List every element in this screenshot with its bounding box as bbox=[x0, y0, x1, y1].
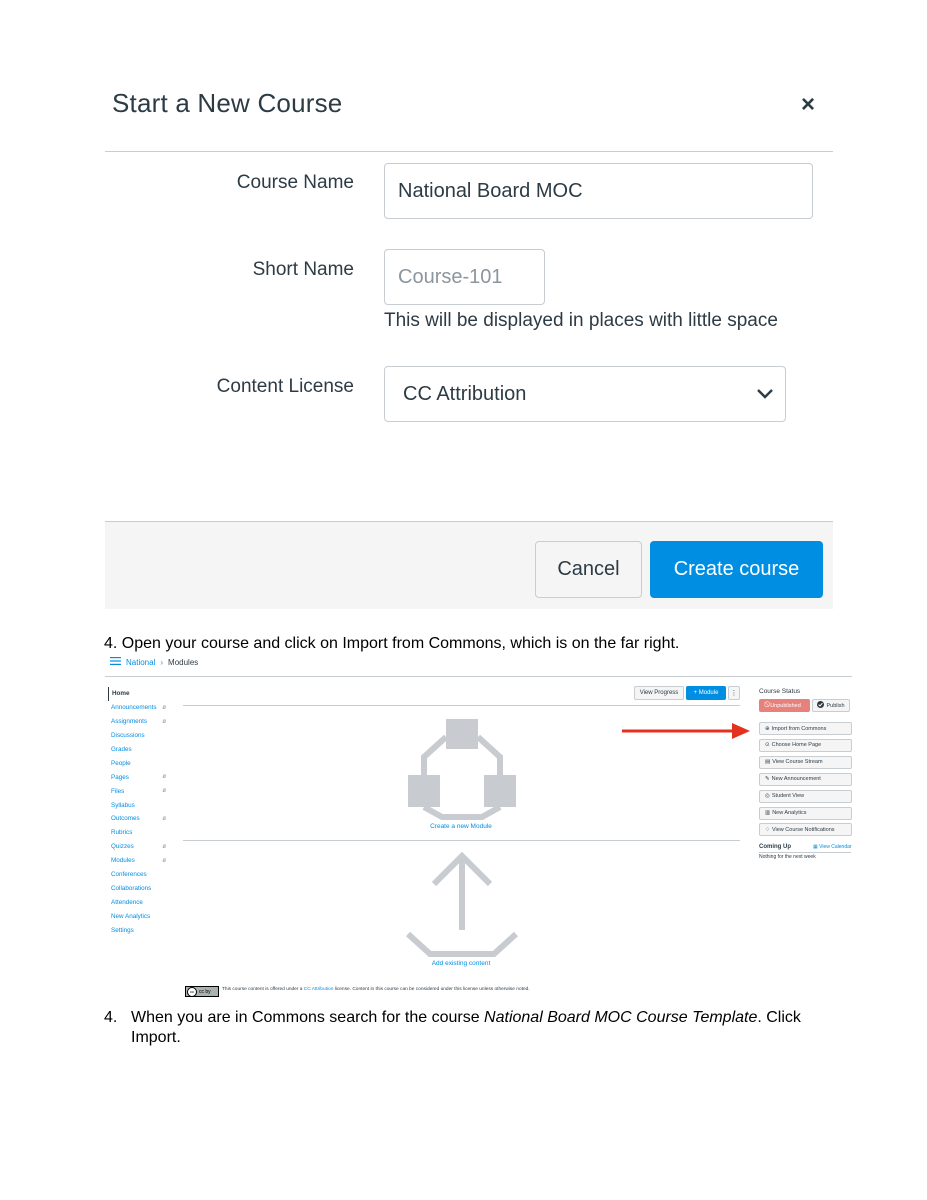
sidebar-button-label: Student View bbox=[771, 793, 805, 800]
nav-item-label: Quizzes bbox=[111, 843, 134, 851]
modules-divider bbox=[183, 705, 740, 706]
nav-item-label: New Analytics bbox=[111, 912, 151, 920]
calendar-icon: ▦ bbox=[813, 844, 818, 850]
cc-license-badge bbox=[185, 986, 219, 997]
unpublished-button[interactable] bbox=[759, 699, 810, 712]
coming-up-divider bbox=[759, 852, 851, 853]
nav-item[interactable] bbox=[108, 784, 170, 798]
course-name-input[interactable]: National Board MOC bbox=[384, 163, 813, 219]
course-nav bbox=[108, 687, 170, 937]
nav-item-label: Outcomes bbox=[111, 815, 140, 823]
hidden-eye-icon: ø bbox=[162, 857, 166, 864]
red-arrow-icon bbox=[620, 722, 752, 740]
nav-item[interactable] bbox=[108, 798, 170, 812]
view-calendar-link[interactable]: ▦ View Calendar bbox=[813, 844, 852, 850]
view-progress-button[interactable]: View Progress bbox=[634, 686, 684, 700]
nav-item[interactable] bbox=[108, 895, 170, 909]
content-license-label: Content License bbox=[216, 376, 354, 397]
unpublished-label: Unpublished bbox=[770, 702, 801, 709]
cc-badge-text: cc by bbox=[199, 988, 211, 995]
sidebar-button-icon: ▤ bbox=[765, 759, 771, 766]
hidden-eye-icon: ø bbox=[162, 704, 166, 711]
license-notice: This course content is offered under a CC Attribution license. Content in this course can be considered under this license unless otherwise noted. bbox=[222, 987, 530, 992]
upload-placeholder-icon bbox=[406, 850, 518, 960]
more-options-icon[interactable]: ⋮ bbox=[728, 686, 740, 700]
hidden-eye-icon: ø bbox=[162, 774, 166, 781]
nav-item[interactable] bbox=[108, 812, 170, 826]
step-number: 4. bbox=[104, 1009, 118, 1026]
add-module-button[interactable]: + Module bbox=[686, 686, 726, 700]
short-name-input[interactable]: Course-101 bbox=[384, 249, 545, 305]
publish-button[interactable] bbox=[812, 699, 850, 712]
sidebar-button[interactable] bbox=[759, 807, 852, 820]
nav-item-label: Home bbox=[112, 690, 130, 698]
breadcrumb-course-link[interactable]: National bbox=[126, 657, 156, 667]
nav-item-label: Announcements bbox=[111, 704, 157, 712]
nav-item-label: People bbox=[111, 759, 131, 767]
publish-label: Publish bbox=[826, 702, 845, 709]
sidebar-button-icon: ▥ bbox=[765, 810, 771, 816]
nav-item-label: Modules bbox=[111, 857, 135, 865]
course-name-label: Course Name bbox=[236, 172, 354, 193]
nav-item[interactable] bbox=[108, 840, 170, 854]
nothing-upcoming-text: Nothing for the next week bbox=[759, 854, 816, 860]
sidebar-button[interactable] bbox=[759, 773, 852, 786]
sidebar-button-icon: ♢ bbox=[765, 826, 770, 833]
sidebar-button-label: View Course Notifications bbox=[771, 826, 835, 833]
instruction-step-commons: 4. When you are in Commons search for the course National Board MOC Course Template. Click Import. bbox=[104, 1009, 801, 1046]
check-circle-icon bbox=[817, 701, 824, 710]
nav-item-label: Collaborations bbox=[111, 884, 152, 892]
sidebar-button[interactable] bbox=[759, 823, 852, 836]
cc-attribution-link[interactable]: CC Attribution bbox=[303, 987, 334, 992]
sidebar-button-icon: ⊙ bbox=[765, 742, 770, 749]
sidebar-button-label: New Analytics bbox=[772, 810, 807, 816]
nav-item-label: Grades bbox=[111, 746, 132, 753]
nav-item-label: Syllabus bbox=[111, 801, 135, 809]
sidebar-button-label: New Announcement bbox=[771, 776, 821, 783]
course-status-title: Course Status bbox=[759, 688, 801, 695]
nav-item-label: Discussions bbox=[111, 732, 145, 740]
nav-item[interactable] bbox=[108, 881, 170, 895]
nav-item[interactable] bbox=[108, 687, 170, 701]
nav-item-label: Assignments bbox=[111, 718, 148, 726]
sidebar-button[interactable] bbox=[759, 739, 852, 752]
create-course-button[interactable]: Create course bbox=[650, 541, 823, 598]
add-existing-content-link[interactable]: Add existing content bbox=[431, 960, 491, 967]
cc-logo-icon: cc bbox=[187, 987, 197, 997]
module-placeholder-icon bbox=[406, 717, 518, 821]
sidebar-button-icon: ⊕ bbox=[765, 725, 770, 732]
sidebar-button-label: Choose Home Page bbox=[771, 742, 822, 749]
nav-item-label: Conferences bbox=[111, 871, 147, 879]
nav-item[interactable] bbox=[108, 756, 170, 770]
nav-item[interactable] bbox=[108, 729, 170, 743]
short-name-hint: This will be displayed in places with little space bbox=[384, 310, 778, 331]
sidebar-button-icon: ✎ bbox=[765, 776, 770, 783]
breadcrumb-current: Modules bbox=[168, 657, 199, 667]
content-license-value: CC Attribution bbox=[403, 382, 527, 405]
nav-item-label: Rubrics bbox=[111, 829, 133, 837]
breadcrumb bbox=[110, 657, 198, 667]
nav-item-label: Files bbox=[111, 787, 125, 795]
cancel-button[interactable]: Cancel bbox=[535, 541, 642, 598]
modal-divider bbox=[105, 151, 833, 152]
nav-item[interactable] bbox=[108, 909, 170, 923]
nav-item[interactable] bbox=[108, 743, 170, 757]
nav-item[interactable] bbox=[108, 854, 170, 868]
nav-item[interactable] bbox=[108, 923, 170, 937]
hidden-eye-icon: ø bbox=[162, 843, 166, 850]
sidebar-button[interactable] bbox=[759, 722, 852, 735]
chevron-down-icon bbox=[745, 383, 785, 406]
sidebar-button-label: Import from Commons bbox=[771, 725, 827, 732]
sidebar-button[interactable] bbox=[759, 756, 852, 769]
nav-item-label: Pages bbox=[111, 773, 129, 781]
content-license-select[interactable] bbox=[384, 366, 786, 422]
short-name-label: Short Name bbox=[252, 259, 354, 280]
nav-item[interactable] bbox=[108, 701, 170, 715]
hidden-eye-icon: ø bbox=[162, 815, 166, 822]
nav-item[interactable] bbox=[108, 868, 170, 882]
breadcrumb-separator: › bbox=[160, 657, 164, 667]
sidebar-button[interactable] bbox=[759, 790, 852, 803]
close-icon[interactable]: × bbox=[800, 91, 815, 118]
hamburger-icon[interactable] bbox=[110, 657, 121, 667]
header-divider bbox=[105, 676, 852, 677]
sidebar-button-icon: ◎ bbox=[765, 793, 770, 800]
nav-item[interactable] bbox=[108, 770, 170, 784]
create-module-link[interactable]: Create a new Module bbox=[430, 823, 492, 830]
instruction-step-open-course: 4. Open your course and click on Import from Commons, which is on the far right. bbox=[104, 635, 680, 652]
sidebar-button-label: View Course Stream bbox=[772, 759, 823, 766]
course-template-name: National Board MOC Course Template bbox=[484, 1009, 758, 1026]
nav-item[interactable] bbox=[108, 715, 170, 729]
nav-item[interactable] bbox=[108, 826, 170, 840]
hidden-eye-icon: ø bbox=[162, 788, 166, 795]
nav-item-label: Attendence bbox=[111, 898, 143, 906]
coming-up-title: Coming Up bbox=[759, 844, 791, 850]
modal-title: Start a New Course bbox=[112, 88, 343, 118]
hidden-eye-icon: ø bbox=[162, 718, 166, 725]
modules-divider-2 bbox=[183, 840, 740, 841]
nav-item-label: Settings bbox=[111, 926, 134, 934]
